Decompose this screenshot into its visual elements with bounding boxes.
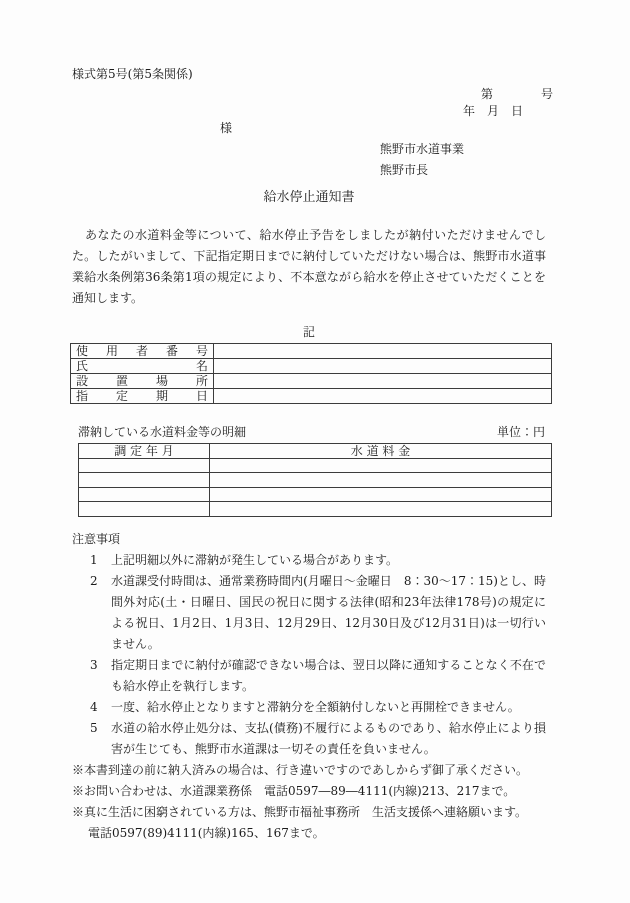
remark-welfare-contact: ※真に生活に困窮されている方は、熊野市福祉事務所 生活支援係へ連絡願います。 (72, 805, 528, 819)
table-row (71, 359, 552, 374)
cell-water-charge (210, 487, 552, 501)
issuer-title: 熊野市長 (380, 163, 429, 177)
remark-inquiry-contact: ※お問い合わせは、水道課業務係 電話0597―89―4111(内線)213、217まで。 (72, 784, 516, 798)
row-value-user-number (214, 344, 552, 359)
note-number: 2 (90, 574, 98, 588)
notes-heading: 注意事項 (72, 532, 121, 546)
cell-billing-month (79, 459, 210, 473)
table-row (71, 389, 552, 404)
cell-water-charge (210, 459, 552, 473)
issuer-organization: 熊野市水道事業 (380, 142, 465, 156)
cell-billing-month (79, 487, 210, 501)
row-label-name: 氏名 (71, 359, 214, 374)
row-label-designated-date: 指定期日 (71, 389, 214, 404)
welfare-phone-line: 電話0597(89)4111(内線)165、167まで。 (88, 826, 325, 840)
table-row (79, 487, 552, 501)
note-item-3 (72, 655, 546, 697)
table-row (79, 473, 552, 487)
note-text: 一度、給水停止となりますと滞納分を全額納付しないと再開栓できません。 (111, 700, 520, 714)
table-row (71, 374, 552, 389)
unit-label: 単位：円 (496, 425, 545, 439)
column-header-water-charge: 水 道 料 金 (210, 444, 552, 459)
note-number: 1 (90, 553, 98, 567)
remark-paid-already: ※本書到達の前に納入済みの場合は、行き違いですのであしからず御了承ください。 (72, 763, 529, 777)
form-number: 様式第5号(第5条関係) (72, 67, 193, 81)
row-label-user-number: 使用者番号 (71, 344, 214, 359)
document-number-line: 第 号 (480, 87, 553, 101)
body-paragraph: あなたの水道料金等について、給水停止予告をしましたが納付いただけませんでした。したがいまして、下記指定期日までに納付していただけない場合は、熊野市水道事業給水条例第36条第1項の規定により、不本意ながら給水を停止させていただくことを通知します。 (72, 228, 546, 305)
table-header-row (79, 444, 552, 459)
ki-heading: 記 (302, 325, 315, 339)
arrears-table (78, 443, 552, 517)
note-number: 4 (90, 700, 98, 714)
cell-water-charge (210, 502, 552, 516)
note-item-1 (72, 550, 546, 571)
cell-billing-month (79, 502, 210, 516)
table-row (71, 344, 552, 359)
note-item-4 (72, 697, 546, 718)
table-row (79, 502, 552, 516)
column-header-billing-month: 調 定 年 月 (79, 444, 210, 459)
note-text: 水道の給水停止処分は、支払(債務)不履行によるものであり、給水停止により損害が生じても、熊野市水道課は一切その責任を負いません。 (111, 721, 546, 756)
document-title: 給水停止通知書 (263, 190, 355, 205)
row-value-location (214, 374, 552, 389)
note-number: 3 (90, 658, 98, 672)
note-item-5 (72, 718, 546, 760)
arrears-caption: 滞納している水道料金等の明細 (78, 425, 247, 439)
row-value-designated-date (214, 389, 552, 404)
note-text: 上記明細以外に滞納が発生している場合があります。 (111, 553, 399, 567)
user-info-table (70, 343, 552, 404)
row-label-location: 設置場所 (71, 374, 214, 389)
addressee-suffix: 様 (220, 121, 233, 135)
note-text: 指定期日までに納付が確認できない場合は、翌日以降に通知することなく不在でも給水停止を執行します。 (111, 658, 546, 693)
notes-section (72, 529, 546, 844)
table-row (79, 459, 552, 473)
note-item-2 (72, 571, 546, 655)
note-text: 水道課受付時間は、通常業務時間内(月曜日～金曜日 8：30～17：15)とし、時間外対応(土・日曜日、国民の祝日に関する法律(昭和23年法律178号)の規定による祝日、1月2日、1月3日、12月29日、12月30日及び12月31日)は一切行いません。 (111, 574, 546, 651)
note-number: 5 (90, 721, 98, 735)
cell-water-charge (210, 473, 552, 487)
date-line: 年 月 日 (462, 104, 523, 118)
arrears-caption-line (78, 424, 545, 441)
cell-billing-month (79, 473, 210, 487)
row-value-name (214, 359, 552, 374)
